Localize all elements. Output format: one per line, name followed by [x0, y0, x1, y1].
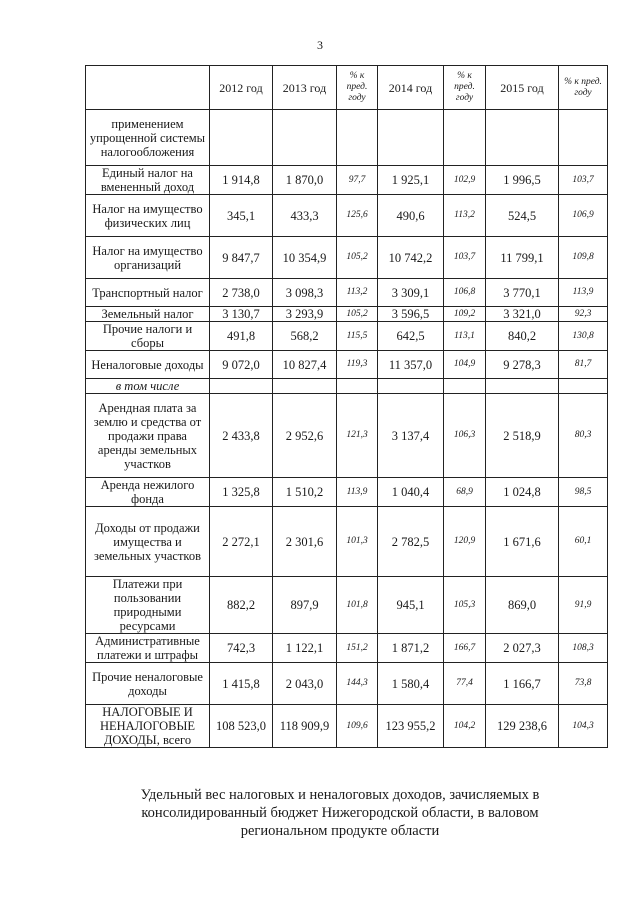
value-2013: 10 827,4: [273, 351, 337, 379]
value-2014: 945,1: [378, 577, 444, 634]
pct-2015: 91,9: [559, 577, 608, 634]
value-2012: 742,3: [210, 634, 273, 663]
value-2012: 2 272,1: [210, 507, 273, 577]
pct-2014: [444, 110, 486, 166]
row-name: Платежи при пользовании природными ресурсами: [86, 577, 210, 634]
value-2013: 2 952,6: [273, 394, 337, 478]
table-row: [86, 577, 608, 634]
pct-2014: 77,4: [444, 663, 486, 705]
pct-2014: 104,9: [444, 351, 486, 379]
table-row: [86, 322, 608, 351]
table-row: [86, 307, 608, 322]
header-2013: 2013 год: [273, 66, 337, 110]
pct-2015: [559, 110, 608, 166]
pct-2015: 103,7: [559, 166, 608, 195]
pct-2013: 119,3: [337, 351, 378, 379]
row-name: Земельный налог: [86, 307, 210, 322]
pct-2014: 68,9: [444, 478, 486, 507]
value-2013: 118 909,9: [273, 705, 337, 748]
pct-2015: 80,3: [559, 394, 608, 478]
value-2015: 1 024,8: [486, 478, 559, 507]
value-2012: [210, 110, 273, 166]
value-2013: [273, 379, 337, 394]
section-caption: Удельный вес налоговых и неналоговых доходов, зачисляемых в консолидированный бюджет Нижегородской области, в валовом региональном продукте области: [140, 787, 540, 839]
value-2015: 840,2: [486, 322, 559, 351]
value-2012: [210, 379, 273, 394]
value-2015: 2 027,3: [486, 634, 559, 663]
value-2015: 129 238,6: [486, 705, 559, 748]
value-2015: 9 278,3: [486, 351, 559, 379]
row-name: Налог на имущество физических лиц: [86, 195, 210, 237]
pct-2013: 105,2: [337, 307, 378, 322]
value-2013: 1 870,0: [273, 166, 337, 195]
value-2014: 123 955,2: [378, 705, 444, 748]
pct-2013: 125,6: [337, 195, 378, 237]
header-pct-2014: % к пред. году: [444, 66, 486, 110]
header-pct-2013: % к пред. году: [337, 66, 378, 110]
value-2014: 1 871,2: [378, 634, 444, 663]
row-name: Налог на имущество организаций: [86, 237, 210, 279]
row-name: Арендная плата за землю и средства от продажи права аренды земельных участков: [86, 394, 210, 478]
pct-2015: 81,7: [559, 351, 608, 379]
row-name: Административные платежи и штрафы: [86, 634, 210, 663]
value-2014: 11 357,0: [378, 351, 444, 379]
value-2012: 882,2: [210, 577, 273, 634]
pct-2013: 105,2: [337, 237, 378, 279]
value-2014: 490,6: [378, 195, 444, 237]
table-row: [86, 237, 608, 279]
value-2015: 3 770,1: [486, 279, 559, 307]
value-2013: [273, 110, 337, 166]
row-name: НАЛОГОВЫЕ И НЕНАЛОГОВЫЕ ДОХОДЫ, всего: [86, 705, 210, 748]
table-row: [86, 166, 608, 195]
value-2014: 3 137,4: [378, 394, 444, 478]
pct-2013: [337, 110, 378, 166]
pct-2013: 101,8: [337, 577, 378, 634]
value-2012: 108 523,0: [210, 705, 273, 748]
pct-2015: 108,3: [559, 634, 608, 663]
value-2014: [378, 379, 444, 394]
value-2015: 1 996,5: [486, 166, 559, 195]
value-2014: 3 596,5: [378, 307, 444, 322]
value-2015: 869,0: [486, 577, 559, 634]
header-pct-2015: % к пред. году: [559, 66, 608, 110]
value-2015: 1 166,7: [486, 663, 559, 705]
pct-2014: 102,9: [444, 166, 486, 195]
value-2013: 3 293,9: [273, 307, 337, 322]
header-2012: 2012 год: [210, 66, 273, 110]
pct-2015: 109,8: [559, 237, 608, 279]
value-2012: 1 914,8: [210, 166, 273, 195]
header-2014: 2014 год: [378, 66, 444, 110]
pct-2014: 113,2: [444, 195, 486, 237]
table-row: [86, 663, 608, 705]
value-2012: 1 325,8: [210, 478, 273, 507]
row-name: Доходы от продажи имущества и земельных участков: [86, 507, 210, 577]
pct-2015: 113,9: [559, 279, 608, 307]
value-2014: 1 580,4: [378, 663, 444, 705]
pct-2015: 98,5: [559, 478, 608, 507]
header-2015: 2015 год: [486, 66, 559, 110]
page-number: 3: [317, 38, 323, 52]
value-2012: 2 433,8: [210, 394, 273, 478]
value-2014: 3 309,1: [378, 279, 444, 307]
row-name: в том числе: [86, 379, 210, 394]
value-2014: 2 782,5: [378, 507, 444, 577]
header-name: [86, 66, 210, 110]
value-2015: 3 321,0: [486, 307, 559, 322]
pct-2015: 104,3: [559, 705, 608, 748]
pct-2013: 144,3: [337, 663, 378, 705]
table-body: [86, 110, 608, 748]
pct-2014: 109,2: [444, 307, 486, 322]
pct-2015: 130,8: [559, 322, 608, 351]
value-2012: 9 847,7: [210, 237, 273, 279]
pct-2015: 92,3: [559, 307, 608, 322]
pct-2015: 73,8: [559, 663, 608, 705]
value-2013: 897,9: [273, 577, 337, 634]
pct-2013: 121,3: [337, 394, 378, 478]
pct-2013: [337, 379, 378, 394]
value-2013: 3 098,3: [273, 279, 337, 307]
pct-2014: 166,7: [444, 634, 486, 663]
row-name: Прочие налоги и сборы: [86, 322, 210, 351]
table-row: [86, 351, 608, 379]
value-2014: 1 040,4: [378, 478, 444, 507]
row-name: Аренда нежилого фонда: [86, 478, 210, 507]
table-row: [86, 379, 608, 394]
pct-2014: 104,2: [444, 705, 486, 748]
table-header-row: [86, 66, 608, 110]
value-2015: [486, 110, 559, 166]
table-row: [86, 478, 608, 507]
value-2014: [378, 110, 444, 166]
revenue-table: [85, 65, 608, 748]
pct-2013: 113,9: [337, 478, 378, 507]
row-name: Единый налог на вмененный доход: [86, 166, 210, 195]
value-2012: 9 072,0: [210, 351, 273, 379]
value-2013: 1 122,1: [273, 634, 337, 663]
table-row: [86, 195, 608, 237]
value-2015: 2 518,9: [486, 394, 559, 478]
table-row: [86, 705, 608, 748]
value-2015: 11 799,1: [486, 237, 559, 279]
value-2012: 1 415,8: [210, 663, 273, 705]
value-2013: 10 354,9: [273, 237, 337, 279]
value-2012: 345,1: [210, 195, 273, 237]
value-2013: 2 301,6: [273, 507, 337, 577]
pct-2014: 120,9: [444, 507, 486, 577]
value-2014: 642,5: [378, 322, 444, 351]
pct-2014: [444, 379, 486, 394]
pct-2013: 115,5: [337, 322, 378, 351]
value-2015: 1 671,6: [486, 507, 559, 577]
pct-2015: [559, 379, 608, 394]
value-2013: 2 043,0: [273, 663, 337, 705]
pct-2015: 60,1: [559, 507, 608, 577]
pct-2015: 106,9: [559, 195, 608, 237]
pct-2013: 109,6: [337, 705, 378, 748]
table-row: [86, 110, 608, 166]
value-2013: 433,3: [273, 195, 337, 237]
pct-2014: 113,1: [444, 322, 486, 351]
pct-2013: 101,3: [337, 507, 378, 577]
table-row: [86, 507, 608, 577]
table-row: [86, 279, 608, 307]
pct-2013: 97,7: [337, 166, 378, 195]
value-2013: 568,2: [273, 322, 337, 351]
pct-2013: 151,2: [337, 634, 378, 663]
value-2012: 491,8: [210, 322, 273, 351]
value-2015: 524,5: [486, 195, 559, 237]
pct-2014: 103,7: [444, 237, 486, 279]
row-name: Прочие неналоговые доходы: [86, 663, 210, 705]
pct-2014: 106,3: [444, 394, 486, 478]
table-row: [86, 394, 608, 478]
row-name: Неналоговые доходы: [86, 351, 210, 379]
row-name: Транспортный налог: [86, 279, 210, 307]
value-2012: 2 738,0: [210, 279, 273, 307]
pct-2013: 113,2: [337, 279, 378, 307]
value-2014: 10 742,2: [378, 237, 444, 279]
pct-2014: 105,3: [444, 577, 486, 634]
pct-2014: 106,8: [444, 279, 486, 307]
value-2012: 3 130,7: [210, 307, 273, 322]
value-2015: [486, 379, 559, 394]
table-row: [86, 634, 608, 663]
row-name: применением упрощенной системы налогообложения: [86, 110, 210, 166]
value-2014: 1 925,1: [378, 166, 444, 195]
value-2013: 1 510,2: [273, 478, 337, 507]
